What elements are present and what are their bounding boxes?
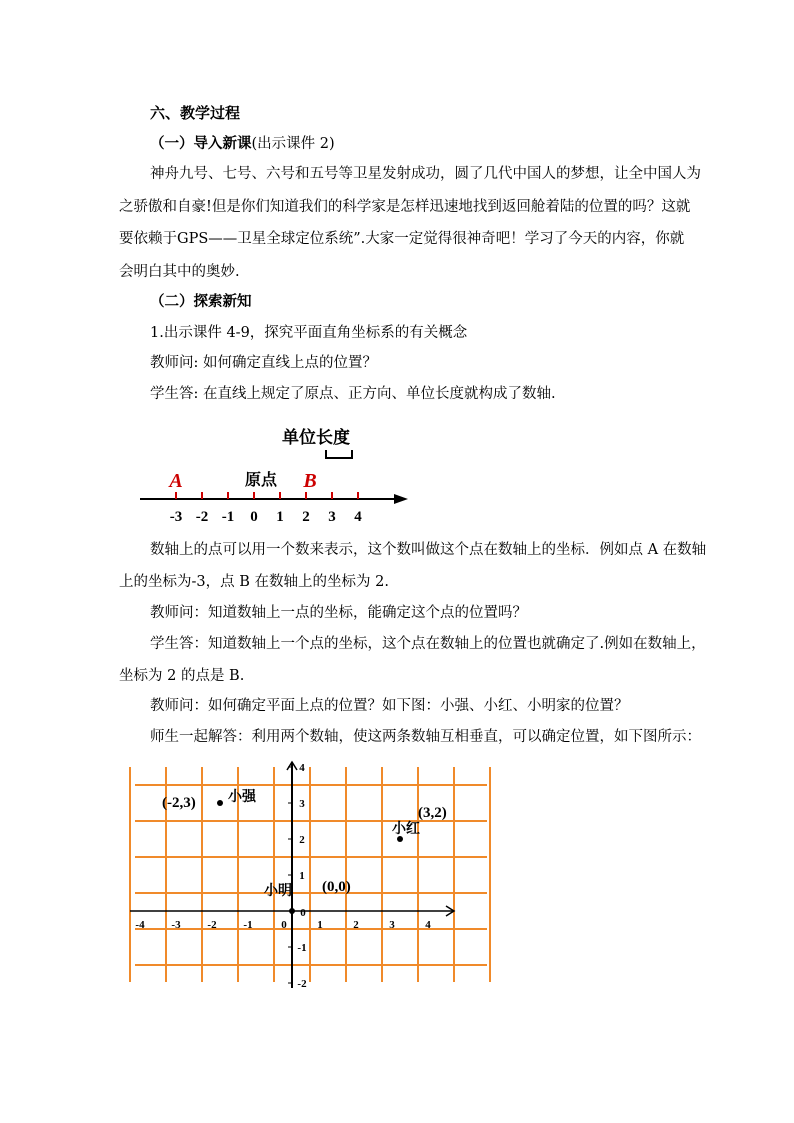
part1-note: (出示课件 2) (251, 136, 335, 152)
number-line-tick-label: 1 (276, 509, 284, 525)
teacher-question-3: 教师问：如何确定平面上点的位置？如下图：小强、小红、小明家的位置？ (150, 698, 629, 714)
number-line-tick-label: 4 (354, 509, 362, 525)
intro-line-2: 之骄傲和自豪!但是你们知道我们的科学家是怎样迅速地找到返回舱着陆的位置的吗？这就 (119, 199, 691, 215)
point-b-label: B (303, 470, 317, 492)
teacher-question-1: 教师问: 如何确定直线上点的位置？ (150, 355, 377, 371)
x-tick-label: 4 (425, 919, 431, 931)
para-1-line-2: 上的坐标为-3，点 B 在数轴上的坐标为 2. (119, 574, 389, 590)
teacher-question-2: 教师问：知道数轴上一点的坐标，能确定这个点的位置吗？ (150, 605, 527, 621)
y-tick-label: 1 (299, 870, 305, 882)
location-name: 小明 (264, 884, 292, 899)
number-line-tick-label: -1 (221, 509, 235, 525)
number-line-tick-label: 2 (302, 509, 310, 525)
unit-length-bracket (326, 450, 352, 458)
intro-line-4: 会明白其中的奥妙. (119, 264, 240, 280)
x-tick-label: 2 (353, 919, 359, 931)
origin-label: 原点 (244, 472, 278, 489)
number-line-arrow (394, 494, 408, 504)
intro-line-1: 神舟九号、七号、六号和五号等卫星发射成功，圆了几代中国人的梦想，让全中国人为 (150, 166, 701, 182)
student-answer-1: 学生答: 在直线上规定了原点、正方向、单位长度就构成了数轴. (150, 386, 556, 402)
para-1-line-1: 数轴上的点可以用一个数来表示，这个数叫做这个点在数轴上的坐标．例如点 A 在数轴 (150, 542, 707, 558)
location-name: 小强 (228, 790, 256, 805)
location-coordinate: (-2,3) (162, 795, 196, 811)
x-tick-label: -4 (135, 919, 145, 931)
number-line-tick-label: -2 (195, 509, 209, 525)
y-tick-label: 2 (299, 834, 305, 846)
x-tick-label: -2 (207, 919, 217, 931)
location-name: 小红 (392, 822, 420, 837)
section-title: 六、教学过程 (150, 104, 241, 122)
x-tick-label: -3 (171, 919, 181, 931)
number-line-tick-label: 3 (328, 509, 336, 525)
point-a-label: A (169, 470, 183, 492)
number-line-tick-label: 0 (250, 509, 258, 525)
together-answer: 师生一起解答：利用两个数轴，使这两条数轴互相垂直，可以确定位置，如下图所示： (150, 729, 701, 745)
x-tick-label: -1 (243, 919, 253, 931)
y-tick-label: 3 (299, 798, 305, 810)
unit-length-label: 单位长度 (282, 428, 350, 447)
x-tick-label: 0 (281, 919, 287, 931)
step1: 1.出示课件 4-9，探究平面直角坐标系的有关概念 (150, 325, 468, 341)
number-line-figure (130, 420, 420, 530)
number-line-tick-label: -3 (169, 509, 183, 525)
student-answer-2-line-1: 学生答：知道数轴上一个点的坐标，这个点在数轴上的位置也就确定了.例如在数轴上， (150, 636, 706, 652)
y-tick-label: -1 (297, 942, 307, 954)
intro-line-3: 要依赖于GPS——卫星全球定位系统”.大家一定觉得很神奇吧！学习了今天的内容，你就 (119, 231, 685, 247)
part1-heading-row (150, 134, 335, 154)
location-coordinate: (3,2) (418, 805, 447, 821)
x-tick-label: 3 (389, 919, 395, 931)
part1-heading: （一）导入新课 (150, 135, 252, 152)
coordinate-grid-figure (125, 752, 495, 997)
y-tick-label: -2 (297, 978, 307, 990)
y-tick-label: 0 (300, 907, 306, 919)
x-tick-label: 1 (317, 919, 323, 931)
location-point (289, 908, 295, 914)
student-answer-2-line-2: 坐标为 2 的点是 B. (119, 668, 245, 684)
location-point (217, 800, 223, 806)
location-coordinate: (0,0) (322, 879, 351, 895)
y-tick-label: 4 (299, 762, 305, 774)
part2-heading: （二）探索新知 (150, 293, 252, 310)
